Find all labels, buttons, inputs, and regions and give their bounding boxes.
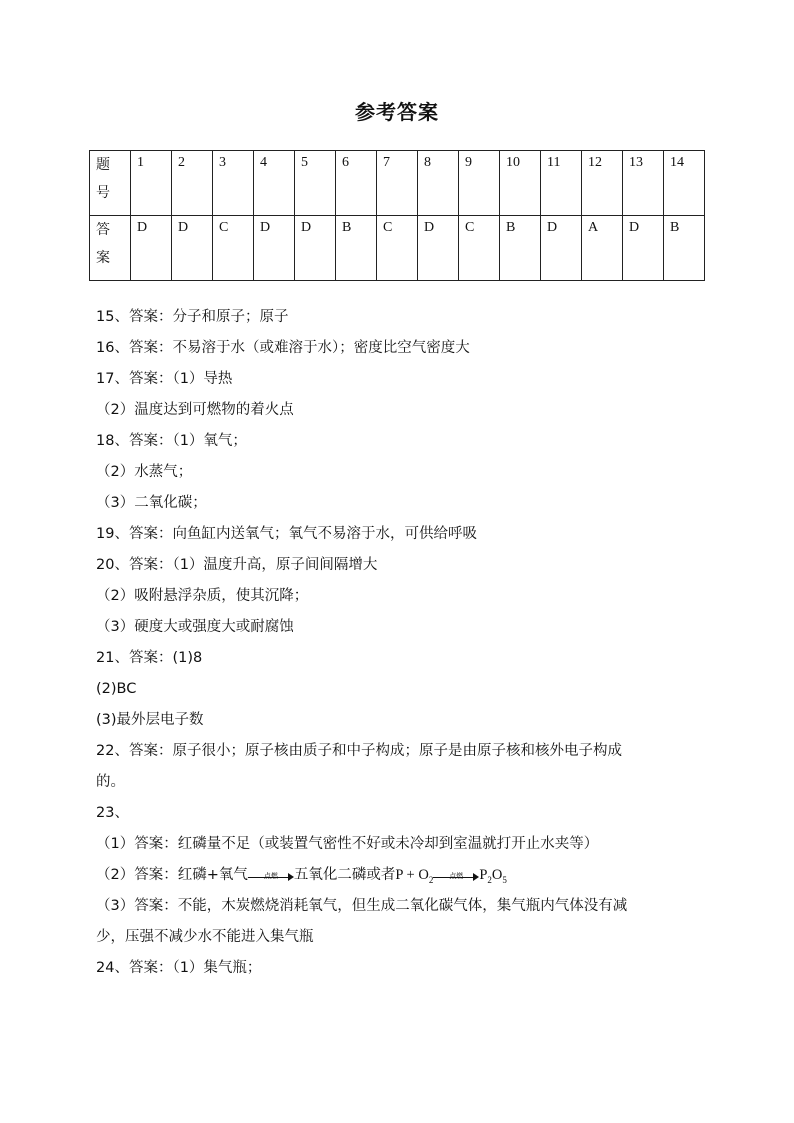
answer-cell: B: [664, 216, 705, 281]
answer-line-22-1: 22、答案：原子很小；原子核由质子和中子构成；原子是由原子核和核外电子构成: [96, 743, 622, 759]
answer-line-17-1: 17、答案：（1）导热: [96, 371, 233, 387]
table-row-numbers: [90, 151, 705, 216]
answer-line-18-1: 18、答案：（1）氧气；: [96, 433, 247, 449]
answer-line-23-3b: 少，压强不减少水不能进入集气瓶: [96, 929, 314, 945]
question-number: 2: [172, 151, 213, 216]
answer-cell: B: [336, 216, 377, 281]
answer-line-18-3: （3）二氧化碳；: [96, 495, 207, 511]
question-number: 3: [213, 151, 254, 216]
reaction-condition: 点燃: [449, 872, 464, 880]
answer-line-20-3: （3）硬度大或强度大或耐腐蚀: [96, 619, 294, 635]
row-header-number: [90, 151, 131, 216]
question-number: 1: [131, 151, 172, 216]
row-header-char: 题: [96, 157, 110, 173]
answer-line-16: 16、答案：不易溶于水（或难溶于水）；密度比空气密度大: [96, 340, 470, 356]
table-row-answers: [90, 216, 705, 281]
answer-line-20-1: 20、答案：（1）温度升高，原子间间隔增大: [96, 557, 378, 573]
answer-line-21-2: (2)BC: [96, 681, 137, 697]
row-header-char: 答: [96, 222, 110, 238]
answer-cell: C: [213, 216, 254, 281]
question-number: 13: [623, 151, 664, 216]
answer-table: [89, 150, 705, 281]
answer-cell: D: [623, 216, 664, 281]
answer-line-23-1: （1）答案：红磷量不足（或装置气密性不好或未冷却到室温就打开止水夹等）: [96, 836, 599, 852]
row-header-char: 号: [96, 185, 110, 201]
equation-text: O: [491, 867, 503, 883]
page-title: 参考答案: [355, 100, 439, 124]
answer-line-19: 19、答案：向鱼缸内送氧气；氧气不易溶于水，可供给呼吸: [96, 526, 477, 542]
answer-cell: D: [295, 216, 336, 281]
answer-cell: D: [172, 216, 213, 281]
answer-line-21-1: 21、答案：(1)8: [96, 650, 203, 666]
answer-cell: D: [541, 216, 582, 281]
answer-line-23-3a: （3）答案：不能，木炭燃烧消耗氧气，但生成二氧化碳气体，集气瓶内气体没有减: [96, 898, 628, 914]
answer-line-23-header: 23、: [96, 805, 129, 821]
equation-subscript: 2: [487, 874, 492, 885]
symbol-equation-reactants: [395, 867, 433, 883]
answer-cell: D: [131, 216, 172, 281]
word-equation-text: （2）答案：红磷+氧气: [96, 867, 248, 883]
row-header-answer: [90, 216, 131, 281]
question-number: 5: [295, 151, 336, 216]
question-number: 14: [664, 151, 705, 216]
answer-cell: D: [418, 216, 459, 281]
question-number: 4: [254, 151, 295, 216]
equation-text: P: [479, 867, 488, 883]
question-number: 11: [541, 151, 582, 216]
question-number: 6: [336, 151, 377, 216]
reaction-condition: 点燃: [263, 872, 278, 880]
answer-cell: B: [500, 216, 541, 281]
reaction-arrow-icon: [433, 868, 479, 882]
answer-cell: D: [254, 216, 295, 281]
answer-line-15: 15、答案：分子和原子；原子: [96, 309, 289, 325]
answer-cell: C: [459, 216, 500, 281]
answer-cell: A: [582, 216, 623, 281]
question-number: 9: [459, 151, 500, 216]
answer-line-22-2: 的。: [96, 774, 125, 790]
answer-line-24: 24、答案：（1）集气瓶；: [96, 960, 262, 976]
answer-cell: C: [377, 216, 418, 281]
answer-lines: [96, 306, 700, 988]
symbol-equation-product: [479, 867, 507, 883]
answer-line-17-2: （2）温度达到可燃物的着火点: [96, 402, 294, 418]
question-number: 8: [418, 151, 459, 216]
reaction-arrow-icon: [248, 868, 294, 882]
answer-line-23-2: [96, 864, 700, 895]
product-text: 五氧化二磷或者: [293, 867, 396, 883]
question-number: 10: [500, 151, 541, 216]
answer-line-21-3: (3)最外层电子数: [96, 712, 204, 728]
equation-subscript: 5: [502, 874, 507, 885]
row-header-char: 案: [96, 250, 110, 266]
equation-subscript: 2: [428, 874, 434, 885]
answer-line-20-2: （2）吸附悬浮杂质，使其沉降；: [96, 588, 309, 604]
answer-line-18-2: （2）水蒸气；: [96, 464, 193, 480]
question-number: 7: [377, 151, 418, 216]
equation-text: P + O: [395, 867, 429, 883]
question-number: 12: [582, 151, 623, 216]
